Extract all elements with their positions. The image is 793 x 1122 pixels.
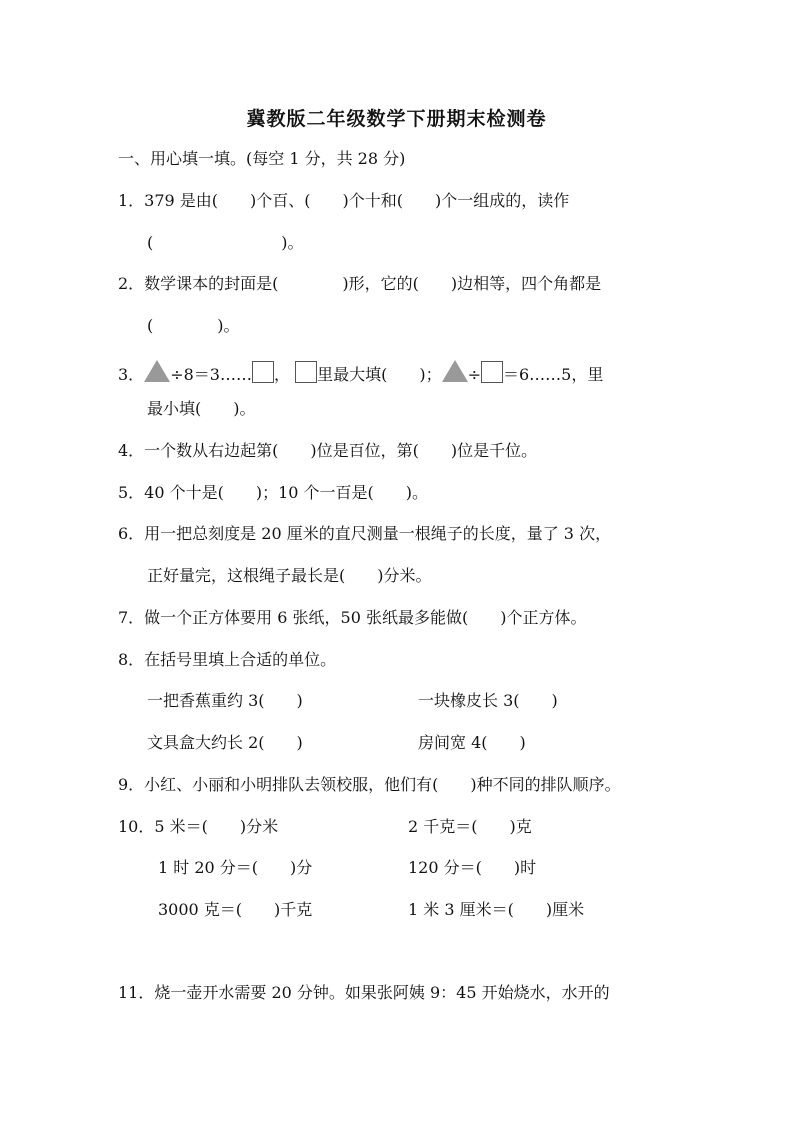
question-1-line-2: ( )。: [147, 233, 304, 252]
question-6-line-1: 6．用一把总刻度是 20 厘米的直尺测量一根绳子的长度，量了 3 次，: [118, 524, 612, 543]
question-8-item-c: 文具盒大约长 2( ): [147, 733, 303, 752]
question-11-line-1: 11．烧一壶开水需要 20 分钟。如果张阿姨 9：45 开始烧水，水开的: [118, 983, 610, 1002]
question-3-part-5: ＝6……5，里: [502, 365, 604, 384]
question-10-item-c: 1 时 20 分＝( )分: [158, 858, 313, 877]
triangle-icon: [144, 360, 170, 382]
question-9: 9．小红、小丽和小明排队去领校服，他们有( )种不同的排队顺序。: [118, 775, 621, 794]
question-3-number: 3．: [118, 365, 145, 384]
question-5: 5．40 个十是( )；10 个一百是( )。: [118, 483, 429, 502]
square-box-icon: [252, 361, 274, 383]
question-8-item-d: 房间宽 4( ): [418, 733, 526, 752]
section-heading: 一、用心填一填。(每空 1 分，共 28 分): [118, 149, 406, 168]
question-3-part-4: ÷: [467, 365, 481, 384]
triangle-icon: [442, 360, 468, 382]
question-3-line-1: [118, 360, 603, 387]
question-10-item-a: 10．5 米＝( )分米: [118, 817, 279, 836]
question-10-item-e: 3000 克＝( )千克: [158, 900, 313, 919]
question-3-part-1: ÷8＝3……: [170, 365, 252, 384]
question-3-line-2: 最小填( )。: [147, 399, 256, 418]
question-8-stem: 8．在括号里填上合适的单位。: [118, 650, 337, 669]
question-2-line-2: ( )。: [147, 316, 240, 335]
question-10-item-f: 1 米 3 厘米＝( )厘米: [408, 900, 585, 919]
question-4: 4．一个数从右边起第( )位是百位，第( )位是千位。: [118, 441, 538, 460]
question-3-part-2: ，: [273, 365, 290, 384]
question-2-line-1: 2．数学课本的封面是( )形，它的( )边相等，四个角都是: [118, 274, 602, 293]
square-box-icon: [295, 361, 317, 383]
question-1-line-1: 1．379 是由( )个百、( )个十和( )个一组成的，读作: [118, 191, 570, 210]
question-10-item-d: 120 分＝( )时: [408, 858, 537, 877]
question-10-item-b: 2 千克＝( )克: [408, 817, 532, 836]
square-box-icon: [481, 361, 503, 383]
question-3-part-3: 里最大填( )；: [317, 365, 442, 384]
question-7: 7．做一个正方体要用 6 张纸，50 张纸最多能做( )个正方体。: [118, 608, 587, 627]
page-title: 冀教版二年级数学下册期末检测卷: [246, 108, 547, 130]
question-6-line-2: 正好量完，这根绳子最长是( )分米。: [147, 566, 432, 585]
question-8-item-b: 一块橡皮长 3( ): [418, 691, 558, 710]
question-8-item-a: 一把香蕉重约 3( ): [147, 691, 303, 710]
